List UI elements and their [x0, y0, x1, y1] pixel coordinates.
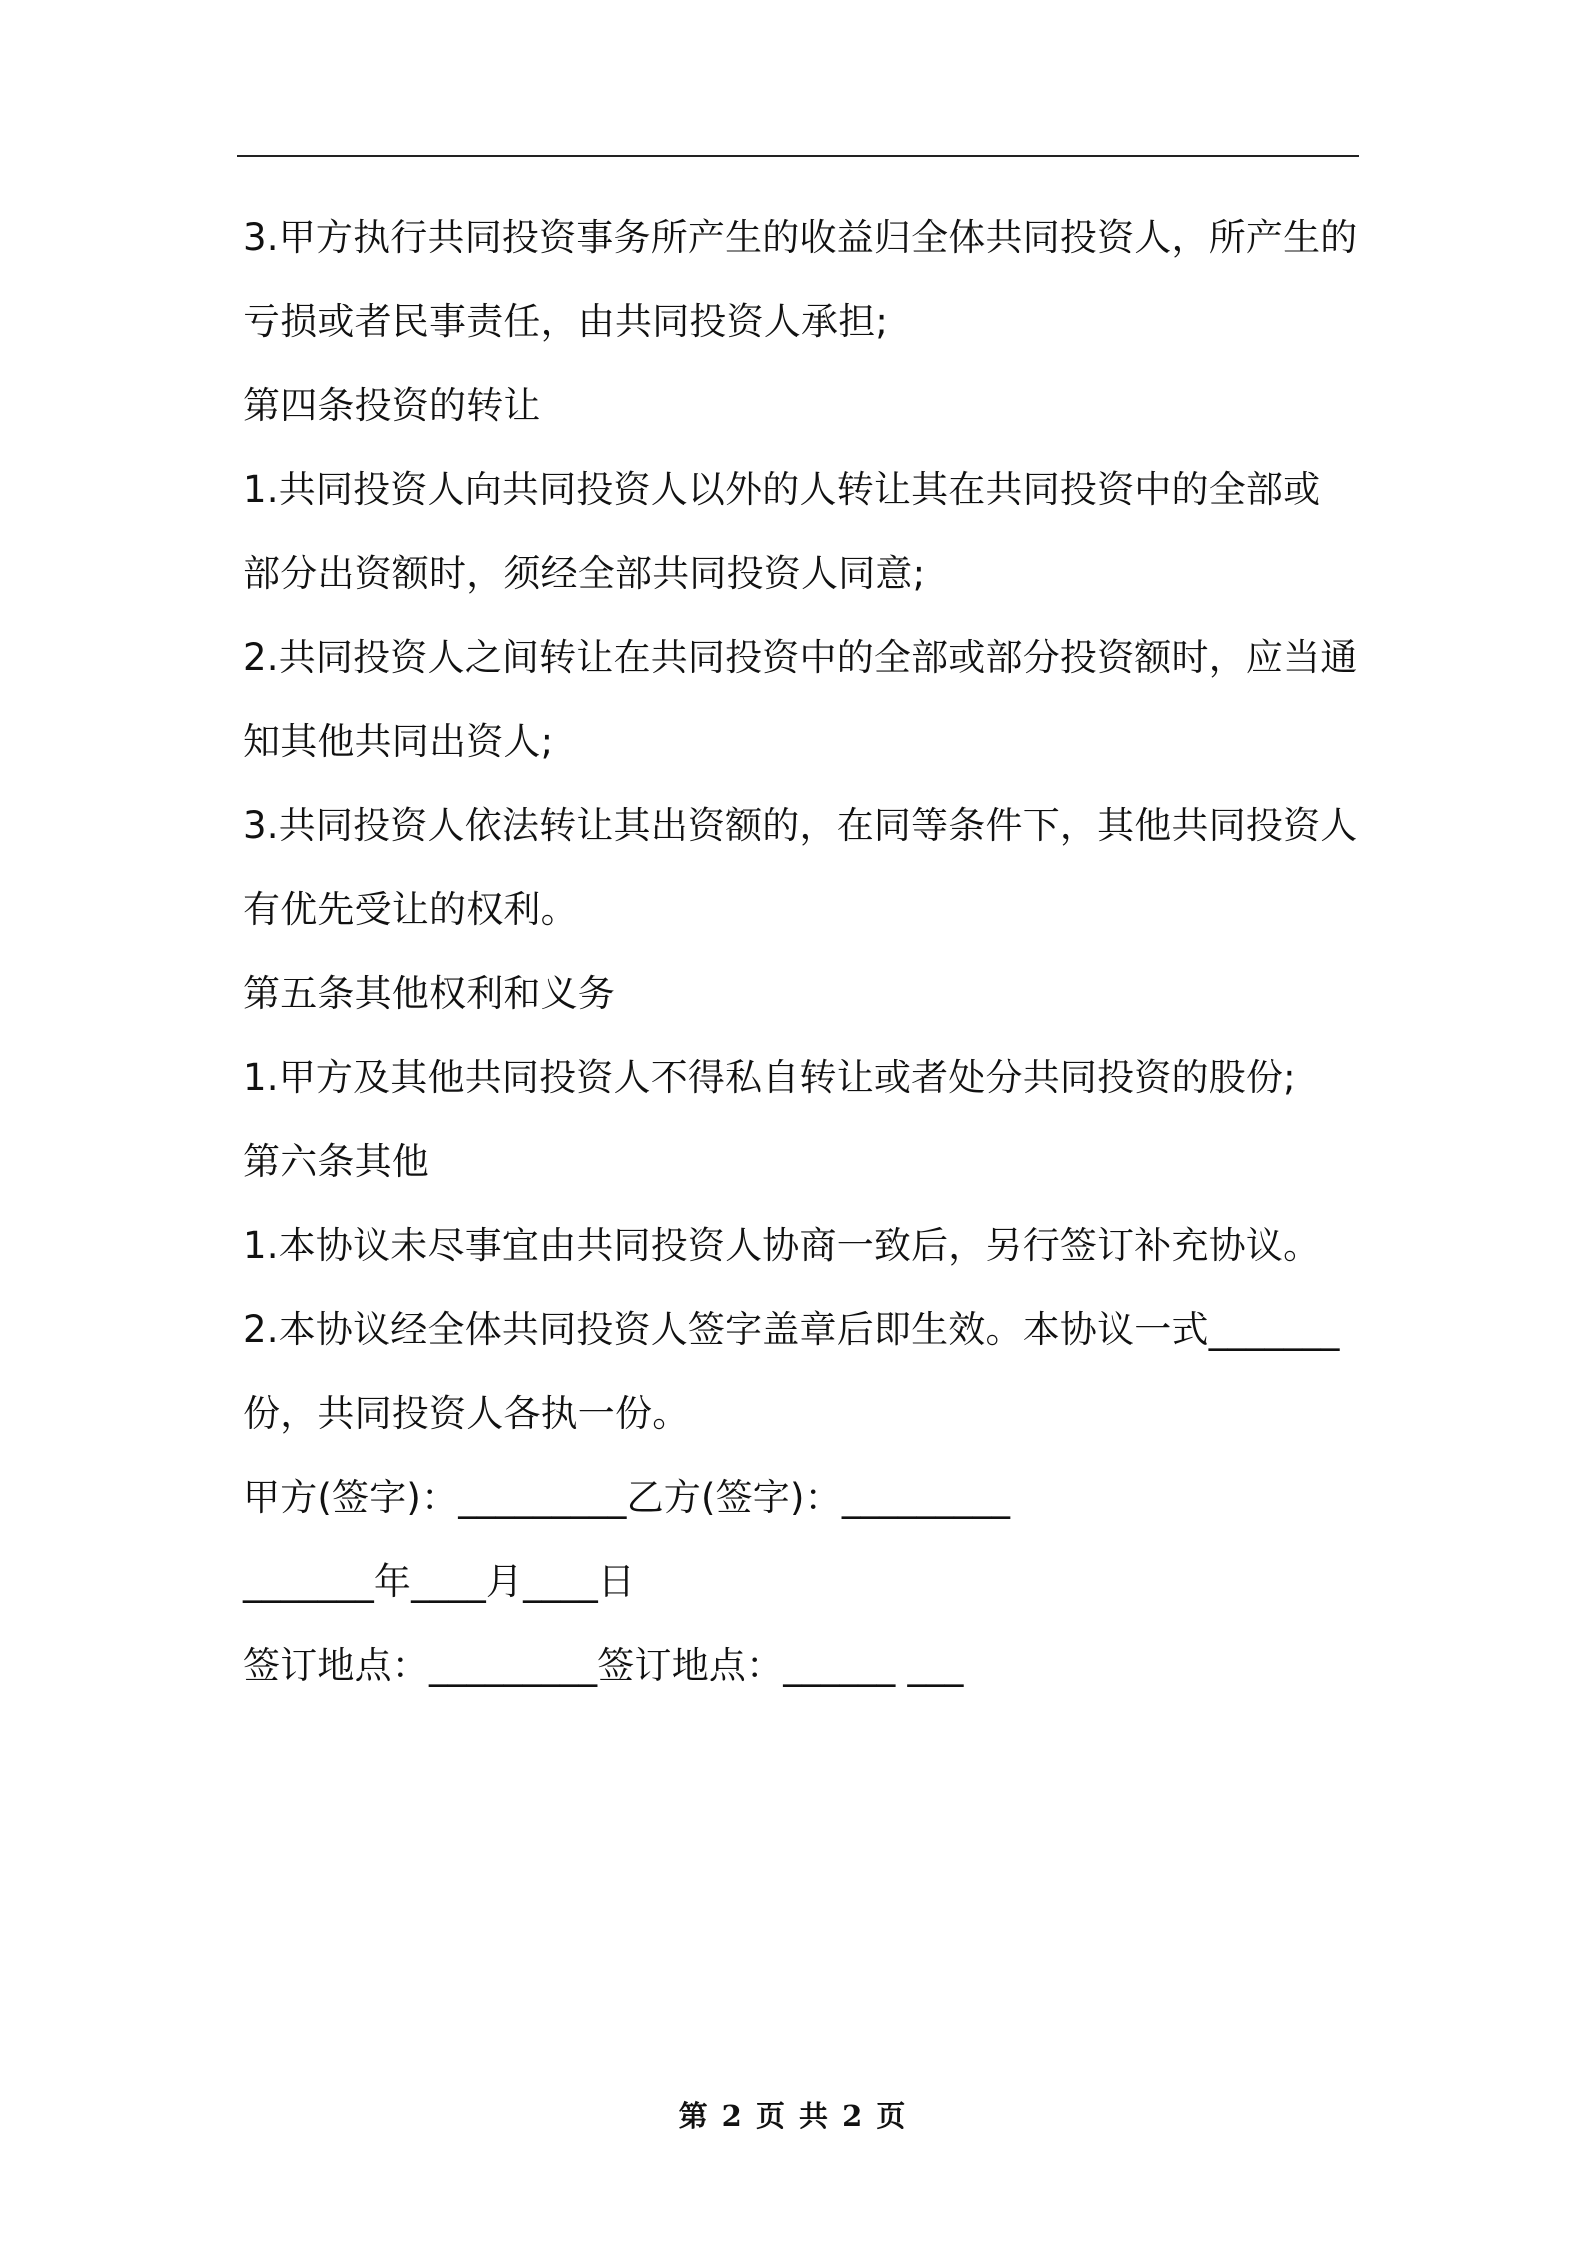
- paragraph-line: 亏损或者民事责任，由共同投资人承担;: [243, 300, 889, 343]
- paragraph-line: 3.甲方执行共同投资事务所产生的收益归全体共同投资人，所产生的: [243, 216, 1358, 259]
- paragraph-line: 有优先受让的权利。: [243, 888, 578, 931]
- paragraph-line: 2.本协议经全体共同投资人签字盖章后即生效。本协议一式_______: [243, 1308, 1340, 1351]
- paragraph-line: 1.共同投资人向共同投资人以外的人转让其在共同投资中的全部或: [243, 468, 1321, 511]
- signing-place-line: 签订地点：_________签订地点：______ ___: [243, 1644, 964, 1687]
- paragraph-line: 2.共同投资人之间转让在共同投资中的全部或部分投资额时，应当通: [243, 636, 1358, 679]
- paragraph-line: 部分出资额时，须经全部共同投资人同意;: [243, 552, 926, 595]
- paragraph-line: 3.共同投资人依法转让其出资额的，在同等条件下，其他共同投资人: [243, 804, 1358, 847]
- date-line: _______年____月____日: [243, 1560, 636, 1603]
- paragraph-line: 知其他共同出资人;: [243, 720, 554, 763]
- paragraph-line: 1.甲方及其他共同投资人不得私自转让或者处分共同投资的股份;: [243, 1056, 1296, 1099]
- document-body: [243, 196, 1363, 1708]
- paragraph-line: 份，共同投资人各执一份。: [243, 1392, 690, 1435]
- page-footer: [0, 2094, 1586, 2135]
- page-number: 第 2 页 共 2 页: [678, 2099, 908, 2133]
- signature-line: 甲方(签字)：_________乙方(签字)：_________: [243, 1476, 1011, 1519]
- section-heading: 第五条其他权利和义务: [243, 972, 615, 1015]
- header-rule: [237, 155, 1359, 157]
- paragraph-line: 1.本协议未尽事宜由共同投资人协商一致后，另行签订补充协议。: [243, 1224, 1321, 1267]
- section-heading: 第六条其他: [243, 1140, 429, 1183]
- section-heading: 第四条投资的转让: [243, 384, 541, 427]
